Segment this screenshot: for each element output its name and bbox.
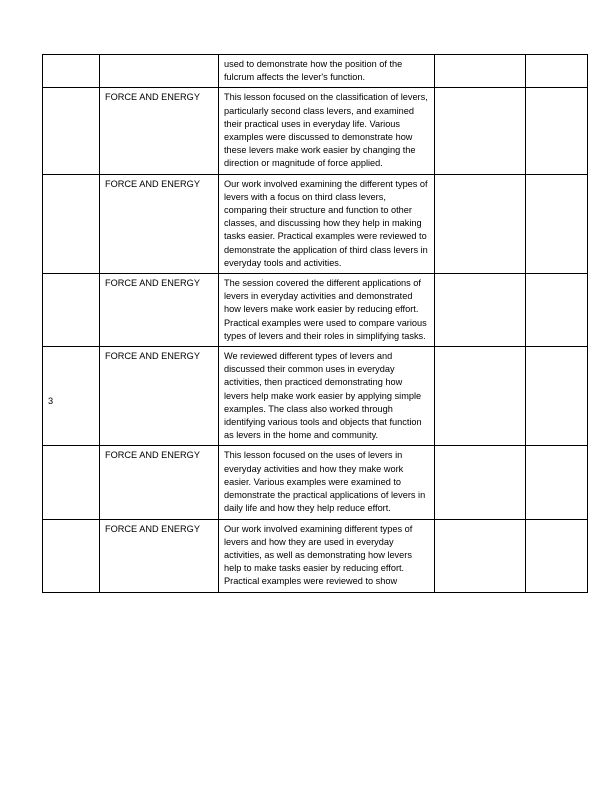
strand-cell: FORCE AND ENERGY (100, 274, 219, 347)
empty-cell (526, 174, 588, 273)
empty-cell (526, 446, 588, 519)
description-cell: This lesson focused on the uses of levers in everyday activities and how they make work easier. Various examples were examined to demonstrate the practical applications of levers in daily life and how they help reduce effort. (219, 446, 435, 519)
week-cell (43, 519, 100, 592)
empty-cell (526, 519, 588, 592)
description-cell: used to demonstrate how the position of the fulcrum affects the lever's function. (219, 55, 435, 88)
empty-cell (435, 174, 526, 273)
week-cell (43, 55, 100, 88)
table-row (43, 347, 588, 446)
table-row (43, 174, 588, 273)
empty-cell (526, 347, 588, 446)
description-cell: Our work involved examining the different types of levers with a focus on third class levers, comparing their structure and function to other classes, and discussing how they help in making tasks easier. Practical examples were reviewed to demonstrate the application of third class levers in everyday tools and activities. (219, 174, 435, 273)
empty-cell (435, 88, 526, 174)
week-cell (43, 446, 100, 519)
empty-cell (435, 519, 526, 592)
table-row (43, 446, 588, 519)
table-row (43, 55, 588, 88)
description-cell: Our work involved examining different types of levers and how they are used in everyday activities, as well as demonstrating how levers help to make tasks easier by reducing effort. Practical examples were reviewed to show (219, 519, 435, 592)
empty-cell (435, 55, 526, 88)
strand-cell: FORCE AND ENERGY (100, 519, 219, 592)
strand-cell (100, 55, 219, 88)
table-row (43, 274, 588, 347)
week-cell (43, 174, 100, 273)
table-row (43, 88, 588, 174)
week-cell (43, 88, 100, 174)
empty-cell (526, 88, 588, 174)
description-cell: This lesson focused on the classification of levers, particularly second class levers, and examined their practical uses in everyday life. Various examples were discussed to demonstrate how these levers make work easier by changing the direction or magnitude of force applied. (219, 88, 435, 174)
description-cell: We reviewed different types of levers and discussed their common uses in everyday activities, then practiced demonstrating how levers help make work easier by applying simple examples. The class also worked through identifying various tools and objects that function as levers in the home and community. (219, 347, 435, 446)
empty-cell (435, 446, 526, 519)
empty-cell (435, 347, 526, 446)
lesson-log-table (42, 54, 588, 593)
strand-cell: FORCE AND ENERGY (100, 347, 219, 446)
strand-cell: FORCE AND ENERGY (100, 174, 219, 273)
empty-cell (526, 274, 588, 347)
strand-cell: FORCE AND ENERGY (100, 88, 219, 174)
empty-cell (435, 274, 526, 347)
strand-cell: FORCE AND ENERGY (100, 446, 219, 519)
week-cell (43, 274, 100, 347)
week-cell: 3 (43, 347, 100, 446)
description-cell: The session covered the different applications of levers in everyday activities and demonstrated how levers make work easier by reducing effort. Practical examples were used to compare various types of levers and their roles in simplifying tasks. (219, 274, 435, 347)
table-row (43, 519, 588, 592)
empty-cell (526, 55, 588, 88)
